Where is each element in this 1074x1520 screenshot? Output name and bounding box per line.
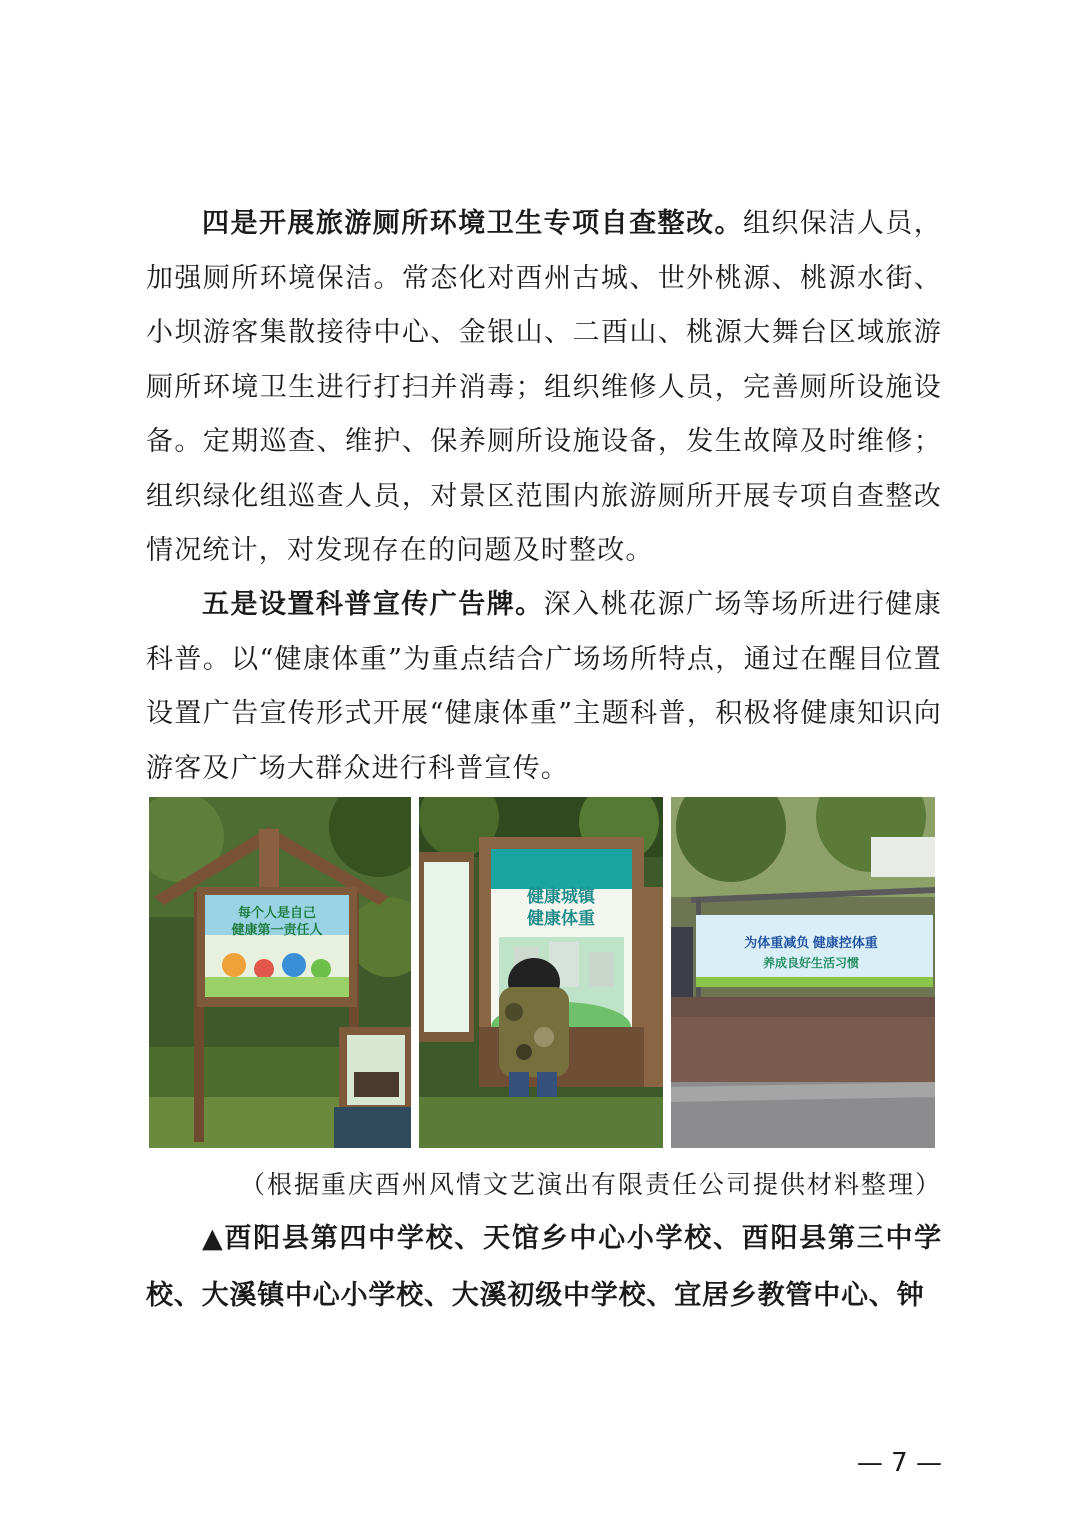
banner-text-line1: 为体重减负 健康控体重 (744, 935, 878, 950)
paragraph-section-5 (146, 578, 942, 796)
board-text-line2: 健康体重 (527, 909, 595, 928)
section-5-heading: 五是设置科普宣传广告牌。 (202, 589, 544, 620)
photo-caption: （根据重庆酉州风情文艺演出有限责任公司提供材料整理） (239, 1170, 942, 1199)
sign-text-line1: 每个人是自己 (237, 905, 317, 920)
section-5-body: 深入桃花源广场等场所进行健康科普。以“健康体重”为重点结合广场场所特点，通过在醒目位置设置广告宣传形式开展“健康体重”主题科普，积极将健康知识向游客及广场大群众进行科普宣传。 (146, 589, 942, 784)
photo-signboard-health-town (419, 797, 663, 1148)
section-4-heading: 四是开展旅游厕所环境卫生专项自查整改。 (202, 208, 743, 239)
sign-text-line2: 健康第一责任人 (231, 922, 323, 937)
page-number: — 7 — (856, 1448, 942, 1478)
board-text-line1: 健康城镇 (527, 887, 595, 906)
banner-text-line2: 养成良好生活习惯 (762, 956, 860, 970)
section-4-body: 组织保洁人员，加强厕所环境保洁。常态化对酉州古城、世外桃源、桃源水街、小坝游客集散接待中心、金银山、二酉山、桃源大舞台区域旅游厕所环境卫生进行打扫并消毒；组织维修人员，完善厕所设施设备。定期巡查、维护、保养厕所设施设备，发生故障及时维修；组织绿化组巡查人员，对景区范围内旅游厕所开展专项自查整改情况统计，对发现存在的问题及时整改。 (146, 208, 942, 566)
photo-signboard-health-responsibility (149, 797, 411, 1148)
paragraph-section-4 (146, 197, 942, 579)
photo-banner-weight-control (671, 797, 935, 1148)
notice-paragraph: ▲酉阳县第四中学校、天馆乡中心小学校、酉阳县第三中学校、大溪镇中心小学校、大溪初级中学校、宜居乡教管中心、钟 (146, 1223, 942, 1311)
